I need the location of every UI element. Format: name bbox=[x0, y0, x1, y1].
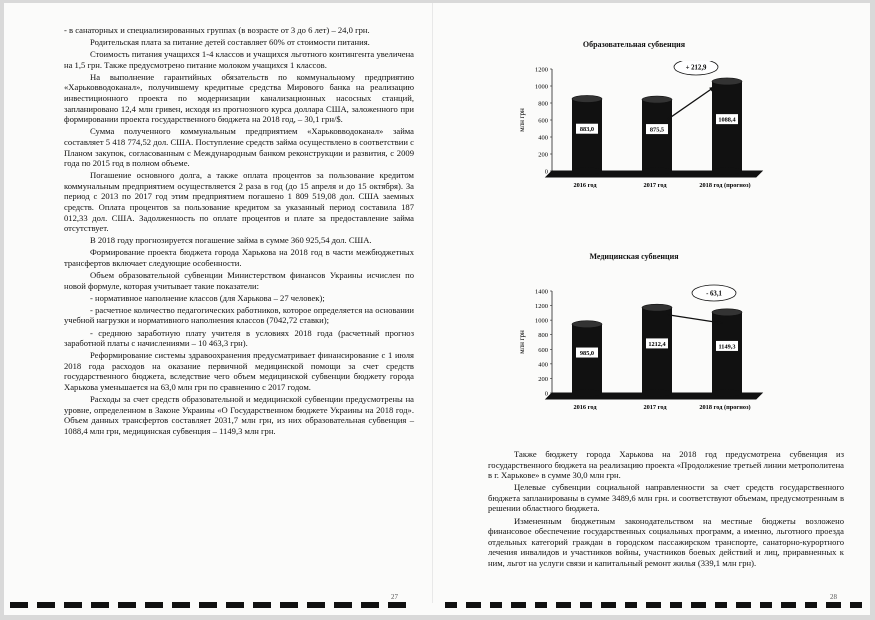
footer-dash bbox=[646, 602, 661, 608]
y-tick-label: 800 bbox=[538, 332, 548, 340]
footer-dash bbox=[691, 602, 706, 608]
footer-dash bbox=[805, 602, 817, 608]
footer-dash bbox=[388, 602, 406, 608]
left-page-paragraph: Родительская плата за питание детей составляет 60% от стоимости питания. bbox=[90, 37, 370, 48]
y-tick-label: 1400 bbox=[535, 288, 548, 296]
change-annotation: + 212,9 bbox=[685, 64, 707, 72]
bar-base bbox=[642, 390, 672, 397]
page-number-left: 27 bbox=[391, 593, 398, 601]
left-page-paragraph: - расчетное количество педагогических работников, которое определяется на основании учебной нагрузки и нормативного наполнения классов (7042,72 ставки); bbox=[64, 304, 414, 326]
left-page-paragraph: Погашение основного долга, а также оплата процентов за пользование кредитом коммунальным предприятием осуществляется 2 раза в год (до 15 апреля и до 15 октября). За период с 2013 по 2017 год этим предприятием погашено 1 809 519,08 дол. США заемных средств. Оплата процентов за пользование кредитом за указанный период составила 187 012,33 дол. США. Задолженность по оплате процентов и плате за предоставление займа отсутствует. bbox=[64, 170, 414, 234]
footer-dash bbox=[736, 602, 751, 608]
y-tick-label: 1200 bbox=[535, 303, 548, 311]
footer-dash bbox=[37, 602, 55, 608]
footer-dash-border bbox=[4, 601, 870, 609]
bar-base bbox=[712, 168, 742, 175]
y-tick-label: 600 bbox=[538, 117, 548, 125]
document-spread bbox=[4, 3, 870, 615]
footer-dash bbox=[715, 602, 727, 608]
bar-top bbox=[712, 78, 742, 85]
chart-title-education: Образовательная субвенция bbox=[582, 40, 686, 49]
right-page-paragraph: Измененным бюджетным законодательством на местные бюджеты возложено финансовое обеспечение государственных социальных программ, а именно, льготного проезда отдельных категорий граждан в городском пассажирском транспорте, санаторно-курортного лечения инвалидов и участников войны, участников боевых действий и лиц, приравненных к ним, льгот на услуги связи и капитальный ремонт жилья (339,1 млн грн). bbox=[488, 515, 844, 568]
x-tick-label: 2018 год (прогноз) bbox=[699, 182, 751, 189]
y-tick-label: 0 bbox=[544, 390, 548, 398]
y-tick-label: 600 bbox=[538, 346, 548, 354]
bar bbox=[572, 324, 602, 393]
left-page-paragraph: Сумма полученного коммунальным предприятием «Харьковводоканал» займа составляет 5 418 774,52 дол. США. Поступление средств займа осуществлено в соответствии с Планом закупок, согласованным с Международным банком реконструкции и развития, с 2009 года по 2015 год в полном объеме. bbox=[64, 126, 414, 169]
left-page-paragraph: Объем образовательной субвенции Министерством финансов Украины исчислен по новой формуле, которая учитывает такие показатели: bbox=[64, 270, 414, 291]
bar-top bbox=[642, 96, 672, 103]
footer-dash bbox=[226, 602, 244, 608]
x-tick-label: 2017 год bbox=[643, 182, 667, 189]
footer-dash bbox=[253, 602, 271, 608]
bar-base bbox=[572, 168, 602, 175]
bar-top bbox=[712, 309, 742, 316]
bar-base bbox=[642, 168, 672, 175]
chart-education-subvention bbox=[514, 61, 774, 201]
left-page-paragraph: Формирование проекта бюджета города Харькова на 2018 год в части межбюджетных трансфертов включает следующие особенности. bbox=[64, 247, 414, 268]
footer-dash bbox=[826, 602, 841, 608]
left-page-paragraph: В 2018 году прогнозируется погашение займа в сумме 360 925,54 дол. США. bbox=[90, 235, 372, 246]
footer-dash bbox=[781, 602, 796, 608]
data-label: 875,5 bbox=[649, 126, 665, 134]
bar bbox=[642, 100, 672, 171]
data-label: 1212,4 bbox=[648, 340, 666, 348]
y-tick-label: 1000 bbox=[535, 317, 548, 325]
footer-dash bbox=[580, 602, 592, 608]
y-tick-label: 400 bbox=[538, 134, 548, 142]
bar-base bbox=[712, 390, 742, 397]
y-tick-label: 200 bbox=[538, 151, 548, 159]
data-label: 883,0 bbox=[579, 126, 595, 134]
footer-dash bbox=[511, 602, 526, 608]
footer-dash bbox=[535, 602, 547, 608]
y-tick-label: 1000 bbox=[535, 83, 548, 91]
y-tick-label: 1200 bbox=[535, 66, 548, 74]
footer-dash bbox=[670, 602, 682, 608]
bar-top bbox=[572, 321, 602, 328]
footer-dash bbox=[601, 602, 616, 608]
data-label: 985,0 bbox=[579, 350, 595, 358]
footer-dash bbox=[172, 602, 190, 608]
footer-dash bbox=[280, 602, 298, 608]
x-tick-label: 2018 год (прогноз) bbox=[699, 404, 751, 411]
bar bbox=[572, 99, 602, 171]
left-page-paragraph: На выполнение гарантийных обязательств по коммунальному предприятию «Харьковводоканал», получившему кредитные средства Мирового банка на реализацию инвестиционного проекта по модернизации канализационных насосных станций, запланировано 12,4 млн гривен, исходя из прогнозного курса доллара США, заложенного при формировании проекта государственного бюджета на 2018 год, – 30,1 грн/$. bbox=[64, 71, 414, 125]
footer-dash bbox=[445, 602, 457, 608]
footer-dash bbox=[91, 602, 109, 608]
bar bbox=[642, 308, 672, 393]
footer-dash bbox=[307, 602, 325, 608]
chart-medical-subvention bbox=[514, 283, 774, 423]
footer-dash bbox=[145, 602, 163, 608]
x-tick-label: 2017 год bbox=[643, 404, 667, 411]
x-tick-label: 2016 год bbox=[573, 182, 597, 189]
right-page-text bbox=[488, 449, 844, 570]
left-page-paragraph: Расходы за счет средств образовательной и медицинской субвенции предусмотрены на уровне, определенном в Законе Украины «О Государственном бюджете Украины на 2018 год». Объем данных трансфертов составляет 2031,7 млн грн, из них образовательная субвенция – 1088,4 млн грн, медицинская субвенция – 1149,3 млн грн. bbox=[64, 394, 414, 436]
y-axis-label: млн грн bbox=[518, 108, 526, 132]
right-page-paragraph: Также бюджету города Харькова на 2018 год предусмотрена субвенция из государственного бюджета на реализацию проекта «Продолжение третьей линии метрополитена в г. Харькове» в сумме 30,0 млн грн. bbox=[488, 449, 844, 481]
bar bbox=[712, 312, 742, 393]
left-page-text bbox=[64, 25, 414, 438]
footer-dash bbox=[490, 602, 502, 608]
x-tick-label: 2016 год bbox=[573, 404, 597, 411]
left-page-paragraph: - в санаторных и специализированных группах (в возрасте от 3 до 6 лет) – 24,0 грн. bbox=[64, 25, 370, 35]
page-number-right: 28 bbox=[830, 593, 837, 601]
bar bbox=[712, 81, 742, 171]
footer-dash bbox=[850, 602, 862, 608]
footer-dash bbox=[334, 602, 352, 608]
footer-dash bbox=[556, 602, 571, 608]
footer-dash bbox=[10, 602, 28, 608]
footer-dash bbox=[361, 602, 379, 608]
chart-title-medical: Медицинская субвенция bbox=[589, 252, 679, 261]
y-tick-label: 400 bbox=[538, 361, 548, 369]
bar-base bbox=[572, 390, 602, 397]
footer-dash bbox=[199, 602, 217, 608]
footer-dash bbox=[466, 602, 481, 608]
bar-top bbox=[642, 304, 672, 311]
y-tick-label: 800 bbox=[538, 100, 548, 108]
left-page-paragraph: Реформирование системы здравоохранения предусматривает финансирование с 1 июля 2018 года расходов на оказание первичной медицинской помощи за счет средств государственного бюджета, вследствие чего объем медицинской субвенции бюджету города Харькова уменьшается на 63,0 млн грн по сравнению с 2017 годом. bbox=[64, 350, 414, 392]
left-page-paragraph: - нормативное наполнение классов (для Харькова – 27 человек); bbox=[90, 292, 325, 303]
footer-dash bbox=[118, 602, 136, 608]
footer-dash bbox=[625, 602, 637, 608]
left-page-paragraph: Стоимость питания учащихся 1-4 классов и учащихся льготного контингента увеличена на 1,5 грн. Также предусмотрено питание молоком учащихся 1 классов. bbox=[64, 49, 414, 70]
footer-dash bbox=[64, 602, 82, 608]
data-label: 1088,4 bbox=[718, 116, 736, 124]
y-tick-label: 0 bbox=[544, 168, 548, 176]
bar-top bbox=[572, 95, 602, 102]
y-tick-label: 200 bbox=[538, 375, 548, 383]
change-annotation: - 63,1 bbox=[706, 290, 722, 298]
data-label: 1149,3 bbox=[718, 343, 736, 351]
right-page-paragraph: Целевые субвенции социальной направленности за счет средств государственного бюджета запланированы в сумме 3489,6 млн грн. и соответствуют объемам, предусмотренным в решении областного бюджета. bbox=[488, 482, 844, 514]
left-page-paragraph: - среднюю заработную плату учителя в условиях 2018 года (расчетный прогноз заработной платы с начислениями – 10 463,3 грн). bbox=[64, 327, 414, 349]
page-spine bbox=[432, 3, 433, 603]
y-axis-label: млн грн bbox=[518, 330, 526, 354]
footer-dash bbox=[760, 602, 772, 608]
